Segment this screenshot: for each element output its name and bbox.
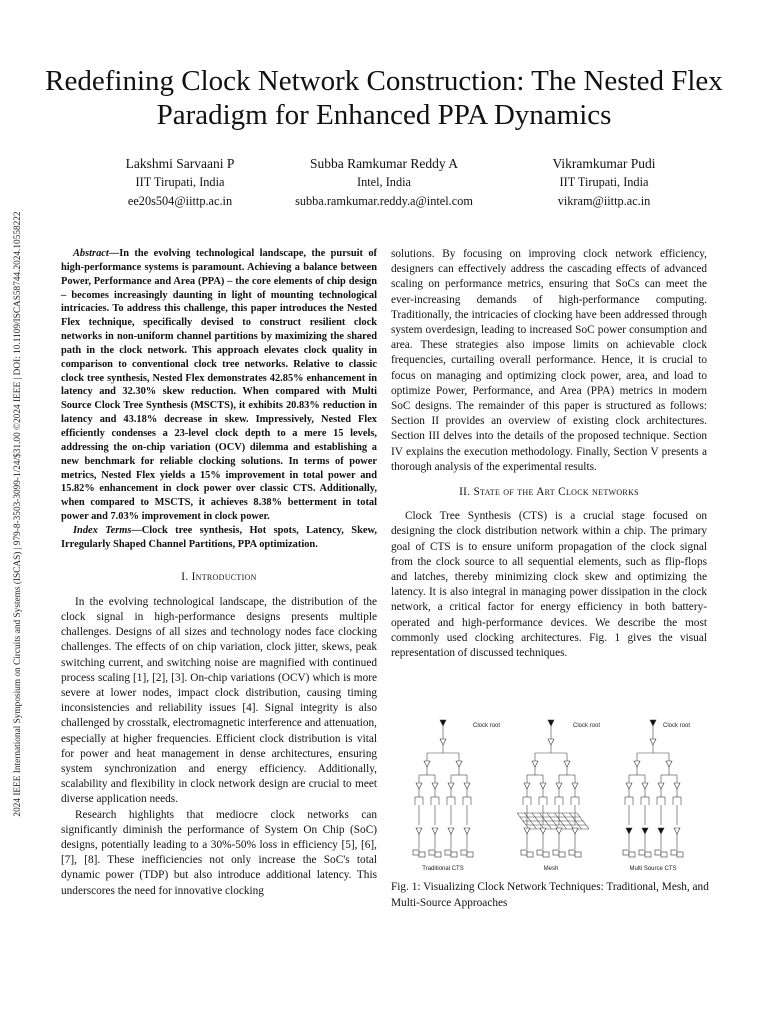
buffer-icon bbox=[432, 783, 438, 789]
flip-flop-icon bbox=[569, 850, 575, 855]
doi-sidebar-text: 2024 IEEE International Symposium on Circuits and Systems (ISCAS) | 979-8-3503-3099-1/24/$31.00 ©2024 IEEE | DOI: 10.1109/ISCAS58744.2024.10558222 bbox=[13, 211, 23, 817]
flip-flop-icon bbox=[677, 852, 683, 857]
author-affiliation: IIT Tirupati, India bbox=[135, 175, 225, 189]
author-email: subba.ramkumar.reddy.a@intel.com bbox=[295, 194, 473, 208]
buffer-icon bbox=[448, 828, 454, 834]
traditional-cts-diagram bbox=[413, 720, 473, 857]
flip-flop-icon bbox=[671, 850, 677, 855]
index-terms-text: —Clock tree synthesis, Hot spots, Latency, Skew, Irregularly Shaped Channel Partitions, PPA optimization. bbox=[61, 524, 377, 550]
buffer-icon bbox=[650, 739, 656, 745]
buffer-icon bbox=[556, 783, 562, 789]
section-heading-state-of-art bbox=[391, 485, 707, 500]
author-1 bbox=[80, 154, 280, 211]
section-title: Introduction bbox=[191, 570, 257, 583]
author-email: vikram@iittp.ac.in bbox=[557, 194, 651, 208]
buffer-icon bbox=[572, 828, 578, 834]
flip-flop-icon bbox=[451, 852, 457, 857]
buffer-icon bbox=[626, 783, 632, 789]
buffer-icon bbox=[464, 828, 470, 834]
buffer-icon bbox=[650, 720, 656, 726]
figure-1-clock-networks bbox=[391, 713, 716, 873]
buffer-icon bbox=[416, 828, 422, 834]
right-paragraph-1: solutions. By focusing on improving clock network efficiency, designers can effectively address the cascading effects of advanced scaling on performance metrics, ensuring that SoCs can meet the ever-increasing demands of high-performance computing. Traditionally, the intricacies of clocking have been addressed through system overdesign, leading to increased SoC power consumption and area. These strategies also impose limits on achievable clock frequencies, curtailing overall performance. Hence, it is crucial to focus on managing and optimizing clock power, area, and load to optimize Power, Performance, and Area (PPA) metrics in modern SoC designs. The remainder of this paper is structured as follows: Section II provides an overview of existing clock architectures. Section III delves into the details of the proposed technique. Section IV explains the execution methodology. Finally, Section V presents a thorough analysis of the experimental results. bbox=[391, 248, 707, 473]
clock-root-label: Clock root bbox=[473, 723, 501, 729]
author-name: Vikramkumar Pudi bbox=[552, 156, 656, 171]
buffer-icon bbox=[572, 783, 578, 789]
flip-flop-icon bbox=[537, 850, 543, 855]
index-terms-label: Index Terms bbox=[73, 524, 132, 536]
paper-title: Redefining Clock Network Construction: The Nested Flex Paradigm for Enhanced PPA Dynamics bbox=[45, 65, 723, 131]
flip-flop-icon bbox=[661, 852, 667, 857]
buffer-icon bbox=[524, 783, 530, 789]
abstract-text: —In the evolving technological landscape, the pursuit of high-performance systems is paramount. Achieving a balance between Power, Performance and Area (PPA) – the core elements of chip design – becomes increasingly daunting in light of mounting technological intricacies. To address this challenge, this paper introduces the Nested Flex technique, specifically devised to construct resilient clock networks in non-uniform channel partitions by maximizing the shared path in the clock network. This approach elevates clock quality in comparison to conventional clock tree networks. Relative to classic clock tree synthesis, Nested Flex demonstrates 42.85% enhancement in latency and 32.30% skew reduction. When compared with Multi Source Clock Tree Synthesis (MSCTS), it exhibits 20.83% reduction in latency and 43.18% decrease in skew. Impressively, Nested Flex efficiently condenses a 23-level clock depth to a mere 15 levels, addressing the on-chip variation (OCV) dilemma and establishing a new benchmark for reliable clocking solutions. In terms of power metrics, Nested Flex yields a 15% improvement in total power and 15.82% enhancement in clock power over classic CTS. Additionally, when compared to MSCTS, it achieves 8.38% betterment in total power and 7.03% improvement in clock power. bbox=[61, 248, 377, 523]
buffer-icon bbox=[440, 739, 446, 745]
buffer-icon bbox=[564, 761, 570, 767]
flip-flop-icon bbox=[445, 850, 451, 855]
intro-paragraph-2: Research highlights that mediocre clock networks can significantly diminish the performance of System On Chip (SoC) designs, potentially leading to a 30%-50% loss in efficiency [5], [6], [7], [8]. These inefficiencies not only increase the SoC's total dynamic power (TDP) but also introduce additional latency. This underscores the need for innovative clocking bbox=[61, 808, 377, 897]
buffer-icon bbox=[456, 761, 462, 767]
cts-paragraph: Clock Tree Synthesis (CTS) is a crucial stage focused on designing the clock distribution network within a chip. The primary goal of CTS is to ensure uniform propagation of the clock signal from the clock source to all sequential elements, such as flip-flops and latches, thereby minimizing clock skew and optimizing the latency. It is also integral in managing power dissipation in the clock network, a critical factor for energy efficiency in both battery-operated and high-performance devices. We describe the most commonly used clocking architectures. Fig. 1 gives the visual representation of discussed techniques. bbox=[391, 510, 707, 660]
traditional-cts-label: Traditional CTS bbox=[422, 866, 464, 872]
flip-flop-icon bbox=[521, 850, 527, 855]
section-title: State of the Art Clock networks bbox=[473, 486, 639, 499]
flip-flop-icon bbox=[543, 852, 549, 857]
buffer-icon bbox=[626, 828, 632, 834]
flip-flop-icon bbox=[639, 850, 645, 855]
buffer-icon bbox=[440, 720, 446, 726]
buffer-icon bbox=[658, 828, 664, 834]
flip-flop-icon bbox=[413, 850, 419, 855]
mesh-diagram bbox=[517, 720, 589, 857]
right-column bbox=[391, 247, 707, 661]
author-3 bbox=[504, 154, 704, 211]
buffer-icon bbox=[416, 783, 422, 789]
buffer-icon bbox=[674, 828, 680, 834]
flip-flop-icon bbox=[429, 850, 435, 855]
section-heading-introduction bbox=[61, 570, 377, 585]
flip-flop-icon bbox=[419, 852, 425, 857]
left-column bbox=[61, 247, 377, 899]
buffer-icon bbox=[548, 720, 554, 726]
buffer-icon bbox=[532, 761, 538, 767]
buffer-icon bbox=[666, 761, 672, 767]
multi-source-cts-label: Multi Source CTS bbox=[629, 866, 677, 872]
flip-flop-icon bbox=[461, 850, 467, 855]
flip-flop-icon bbox=[527, 852, 533, 857]
index-terms bbox=[61, 524, 377, 552]
author-block bbox=[40, 154, 728, 210]
buffer-icon bbox=[432, 828, 438, 834]
section-number: II. bbox=[459, 486, 471, 499]
mesh-label: Mesh bbox=[543, 866, 559, 872]
intro-paragraph-1: In the evolving technological landscape, the distribution of the clock signal in high-performance designs presents multiple challenges. Designs of all sizes and technology nodes face clocking challenges. The effects of on chip variation, clock jitter, skews, peak switching current, and switching noise are magnified with continued process scaling [1], [2], [3]. On-chip variations (OCV) which is more severe at lower nodes, impact clock distribution, causing timing inconsistencies and reliability issues [4]. Signal integrity is also challenged by crosstalk, electromagnetic interference and attenuation, especially at higher frequencies. Efficient clock distribution is vital for power and heat management in dense architectures, ensuring system synchronization and energy efficiency. Additionally, scalability and flexibility in clock network design are crucial to meet diverse application needs. bbox=[61, 595, 377, 806]
buffer-icon bbox=[464, 783, 470, 789]
flip-flop-icon bbox=[629, 852, 635, 857]
multi-source-cts-diagram bbox=[623, 720, 683, 857]
section-number: I. bbox=[181, 570, 189, 583]
abstract-label: Abstract bbox=[73, 248, 109, 259]
flip-flop-icon bbox=[553, 850, 559, 855]
buffer-icon bbox=[674, 783, 680, 789]
flip-flop-icon bbox=[645, 852, 651, 857]
buffer-icon bbox=[658, 783, 664, 789]
buffer-icon bbox=[540, 828, 546, 834]
author-affiliation: Intel, India bbox=[357, 175, 411, 189]
clock-root-label: Clock root bbox=[573, 723, 601, 729]
buffer-icon bbox=[548, 739, 554, 745]
buffer-icon bbox=[642, 783, 648, 789]
clock-root-label: Clock root bbox=[663, 723, 691, 729]
buffer-icon bbox=[642, 828, 648, 834]
buffer-icon bbox=[540, 783, 546, 789]
author-name: Subba Ramkumar Reddy A bbox=[309, 156, 459, 171]
flip-flop-icon bbox=[575, 852, 581, 857]
buffer-icon bbox=[524, 828, 530, 834]
author-email: ee20s504@iittp.ac.in bbox=[127, 194, 233, 208]
flip-flop-icon bbox=[559, 852, 565, 857]
doi-sidebar bbox=[10, 176, 26, 852]
flip-flop-icon bbox=[435, 852, 441, 857]
flip-flop-icon bbox=[623, 850, 629, 855]
buffer-icon bbox=[556, 828, 562, 834]
author-affiliation: IIT Tirupati, India bbox=[559, 175, 649, 189]
buffer-icon bbox=[634, 761, 640, 767]
author-name: Lakshmi Sarvaani P bbox=[125, 156, 235, 171]
flip-flop-icon bbox=[467, 852, 473, 857]
figure-1-caption: Fig. 1: Visualizing Clock Network Techniques: Traditional, Mesh, and Multi-Source Approaches bbox=[391, 881, 709, 909]
buffer-icon bbox=[424, 761, 430, 767]
abstract bbox=[61, 247, 377, 524]
author-2 bbox=[254, 154, 514, 211]
flip-flop-icon bbox=[655, 850, 661, 855]
buffer-icon bbox=[448, 783, 454, 789]
